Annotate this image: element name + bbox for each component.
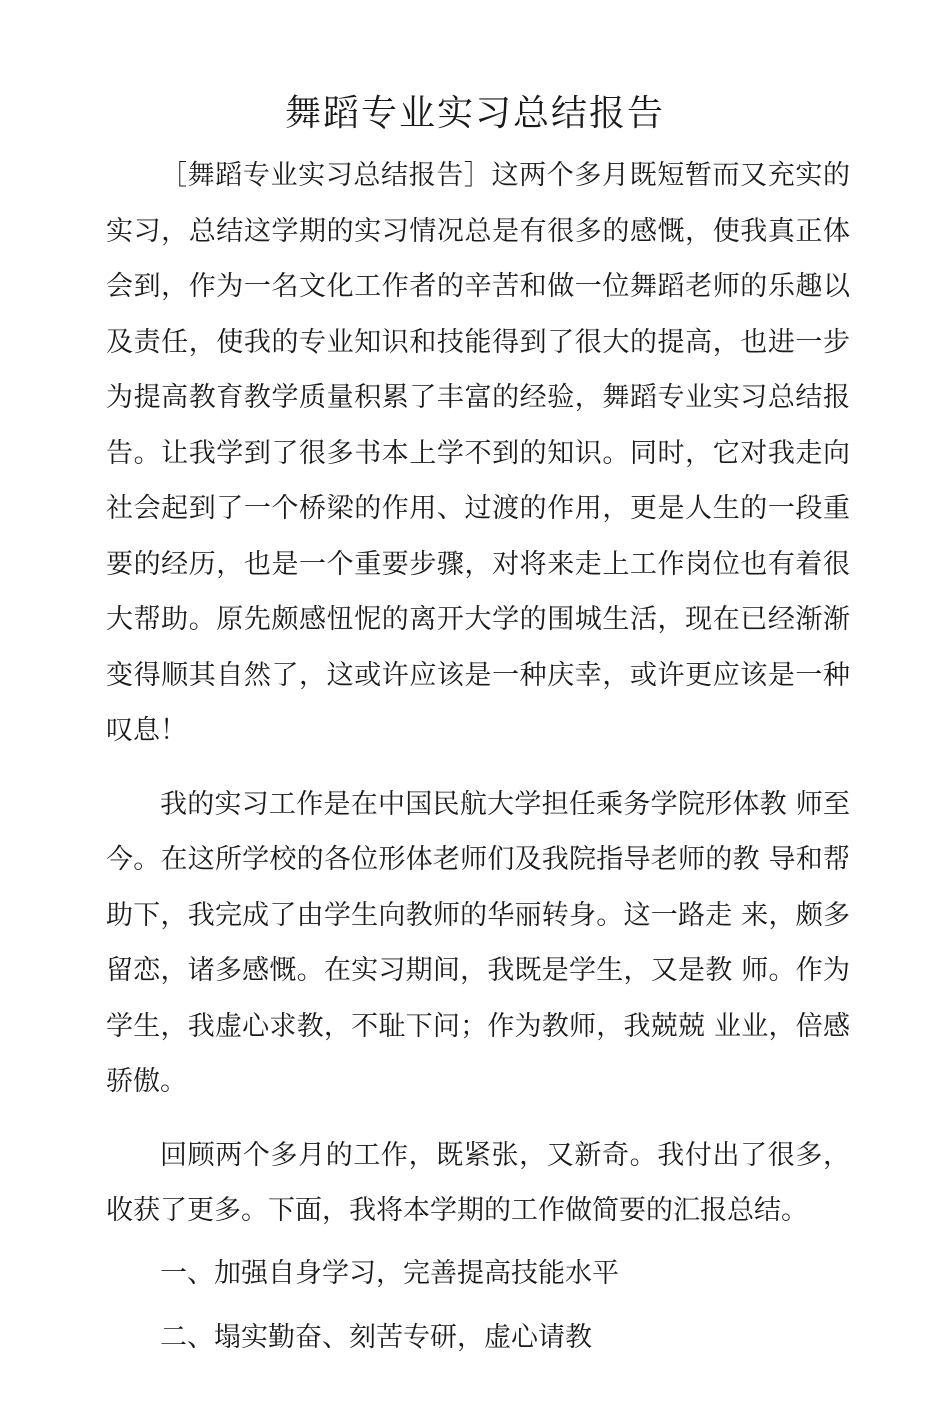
paragraph-review: 回顾两个多月的工作，既紧张，又新奇。我付出了很多，收获了更多。下面，我将本学期的工作做简要的汇报总结。: [106, 1139, 850, 1226]
document-body: [106, 148, 850, 1366]
section-heading-2: 二、塌实勤奋、刻苦专研，虚心请教: [160, 1322, 592, 1353]
section-heading-1: 一、加强自身学习，完善提高技能水平: [160, 1257, 619, 1289]
paragraph-internship-work: 我的实习工作是在中国民航大学担任乘务学院形体教 师至今。在这所学校的各位形体老师们及我院指导老师的教 导和帮助下，我完成了由学生向教师的华丽转身。这一路走 来，颇多留恋，诸多感慨。在实习期间，我既是学生，又是教 师。作为学生，我虚心求教，不耻下问；作为教师，我兢兢 业业，倍感骄傲。: [106, 788, 850, 1097]
paragraph-intro: ［舞蹈专业实习总结报告］这两个多月既短暂而又充实的实习，总结这学期的实习情况总是有很多的感慨，使我真正体会到，作为一名文化工作者的辛苦和做一位舞蹈老师的乐趣以及责任，使我的专业知识和技能得到了很大的提高，也进一步为提高教育教学质量积累了丰富的经验，舞蹈专业实习总结报告。让我学到了很多书本上学不到的知识。同时，它对我走向社会起到了一个桥梁的作用、过渡的作用，更是人生的一段重要的经历，也是一个重要步骤，对将来走上工作岗位也有着很大帮助。原先颇感忸怩的离开大学的围城生活，现在已经渐渐变得顺其自然了，这或许应该是一种庆幸，或许更应该是一种叹息！: [106, 160, 850, 746]
document-title: 舞蹈专业实习总结报告: [284, 93, 665, 134]
